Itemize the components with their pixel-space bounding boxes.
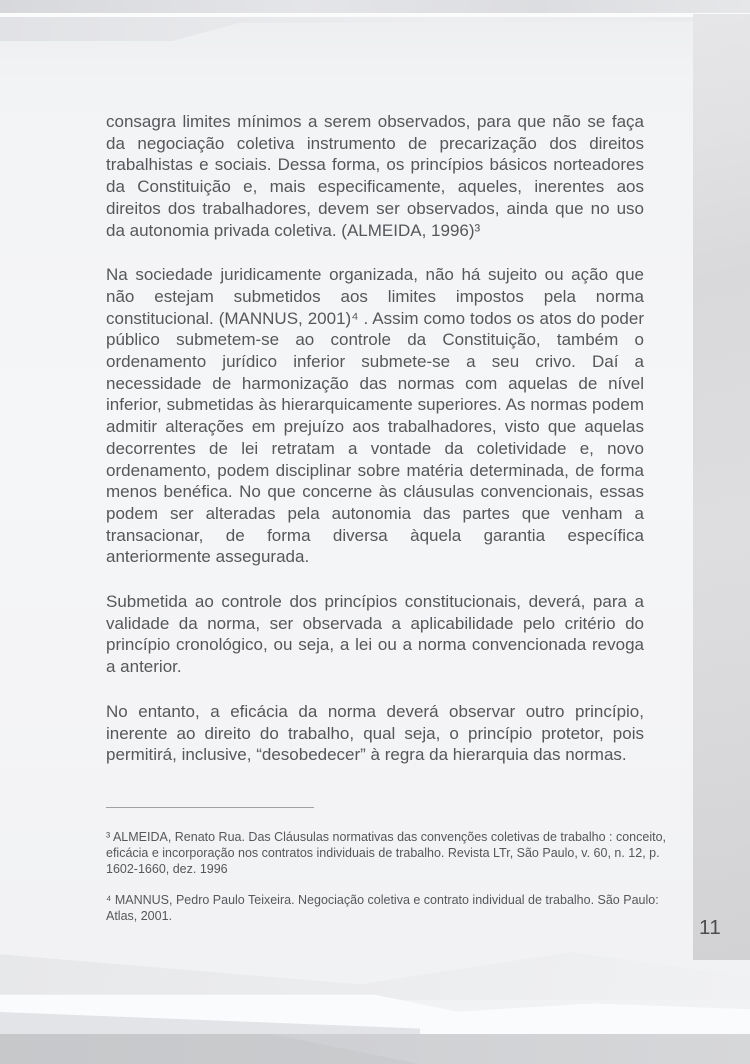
paragraph-3: Submetida ao controle dos princípios constitucionais, deverá, para a validade da norma, ser observada a aplicabilidade pelo critério do princípio cronológico, ou seja, a lei ou a norma convencionada revoga a anterior. [106,592,644,677]
top-highlight-line [0,13,750,17]
bottom-light-band [0,948,750,1000]
footnote-separator [106,807,314,808]
page-body [106,111,644,789]
paragraph-2: Na sociedade juridicamente organizada, não há sujeito ou ação que não estejam submetidos aos limites impostos pela norma constitucional. (MANNUS, 2001)⁴ . Assim como todos os atos do poder público submetem-se ao controle da Constituição, também o ordenamento jurídico inferior submete-se a seu crivo. Daí a necessidade de harmonização das normas com aquelas de nível inferior, submetidas às hierarquicamente superiores. As normas podem admitir alterações em prejuízo aos trabalhadores, visto que aquelas decorrentes de lei retratam a vontade da coletividade e, novo ordenamento, podem disciplinar sobre matéria determinada, de forma menos benéfica. No que concerne às cláusulas convencionais, essas podem ser alteradas pela autonomia das partes que venham a transacionar, de forma diversa àquela garantia específica anteriormente assegurada. [106,265,644,567]
top-angled-wedge [0,17,750,41]
right-margin-strip [693,14,750,960]
paragraph-4: No entanto, a eficácia da norma deverá observar outro princípio, inerente ao direito do trabalho, qual seja, o princípio protetor, pois permitirá, inclusive, “desobedecer” à regra da hierarquia das normas. [106,701,644,765]
top-gray-band [0,0,750,13]
footnote-4: ⁴ MANNUS, Pedro Paulo Teixeira. Negociação coletiva e contrato individual de trabalho. São Paulo: Atlas, 2001. [106,892,659,923]
page-number: 11 [699,916,722,939]
footnotes [106,829,666,938]
footnote-3: ³ ALMEIDA, Renato Rua. Das Cláusulas normativas das convenções coletivas de trabalho : conceito, eficácia e incorporação nos contratos individuais de trabalho. Revista LTr, São Paulo, v. 60, n. 12, p. 1602-1660, dez. 1996 [106,830,667,877]
paragraph-1: consagra limites mínimos a serem observados, para que não se faça da negociação coletiva instrumento de precarização dos direitos trabalhistas e sociais. Dessa forma, os princípios básicos norteadores da Constituição e, mais especificamente, aqueles, inerentes aos direitos dos trabalhadores, devem ser observados, ainda que no uso da autonomia privada coletiva. (ALMEIDA, 1996)³ [106,112,644,240]
